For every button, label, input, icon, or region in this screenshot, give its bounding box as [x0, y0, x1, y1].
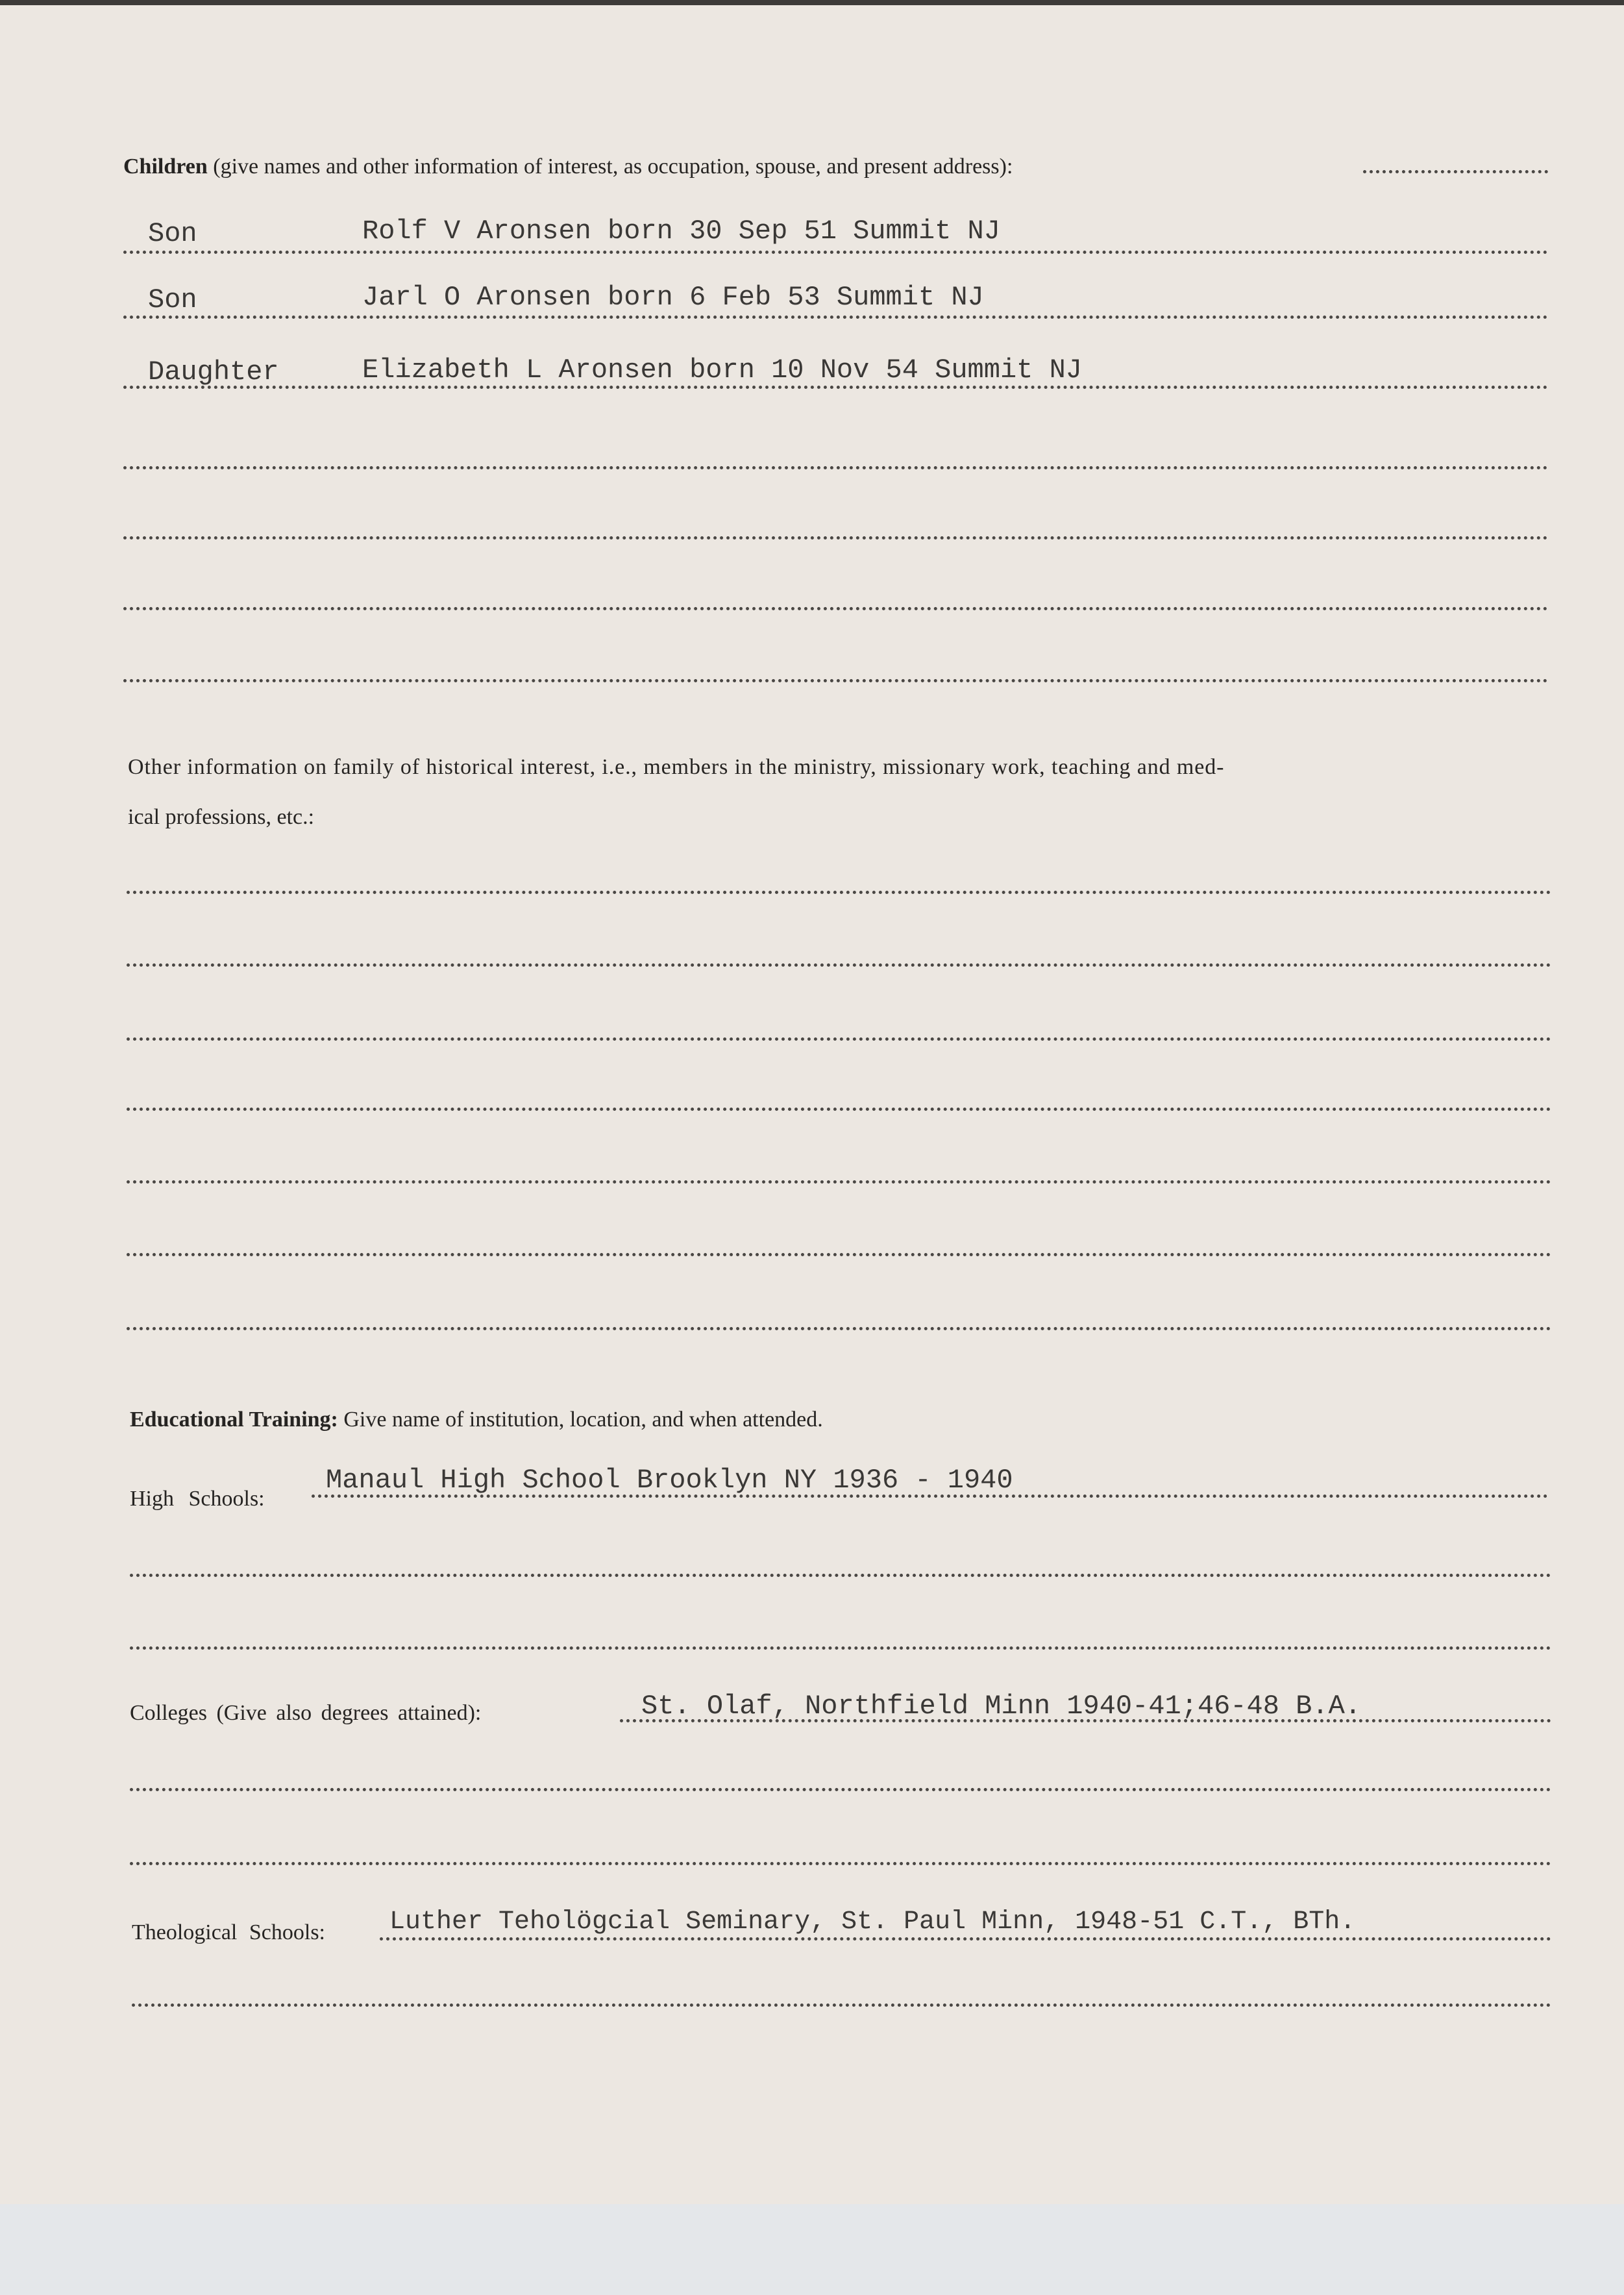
high-schools-blank-line-2: [130, 1646, 1551, 1650]
child-1-relation: Son: [148, 218, 197, 249]
education-heading: [130, 1408, 823, 1432]
other-info-blank-line-3: [127, 1037, 1551, 1041]
child-3-details: Elizabeth L Aronsen born 10 Nov 54 Summit NJ: [362, 354, 1082, 386]
children-blank-line-4: [123, 679, 1548, 682]
children-blank-line-1: [123, 466, 1548, 469]
colleges-value: St. Olaf, Northfield Minn 1940-41;46-48 B.A.: [641, 1691, 1361, 1722]
child-1-dotted-line: [123, 251, 1548, 254]
colleges-blank-line-1: [130, 1788, 1551, 1791]
other-info-blank-line-4: [127, 1108, 1551, 1111]
high-schools-label: High Schools:: [130, 1487, 265, 1511]
other-info-blank-line-5: [127, 1180, 1551, 1184]
other-info-blank-line-2: [127, 963, 1551, 967]
other-info-blank-line-6: [127, 1253, 1551, 1256]
child-2-dotted-line: [123, 316, 1548, 319]
page-top-edge: [0, 0, 1624, 5]
education-heading-bold: Educational Training:: [130, 1408, 338, 1432]
high-schools-blank-line-1: [130, 1574, 1551, 1577]
child-3-relation: Daughter: [148, 356, 279, 388]
other-info-heading-line2: ical professions, etc.:: [128, 805, 315, 829]
child-2-relation: Son: [148, 284, 197, 316]
children-heading: [123, 155, 1013, 179]
other-info-blank-line-1: [127, 891, 1551, 894]
children-heading-dotted-line: [1363, 170, 1548, 173]
theological-schools-blank-line-1: [132, 2003, 1551, 2007]
colleges-label: Colleges (Give also degrees attained):: [130, 1701, 482, 1725]
children-heading-text: (give names and other information of interest, as occupation, spouse, and present address):: [213, 155, 1013, 179]
colleges-dotted-line: [620, 1719, 1551, 1722]
theological-schools-label: Theological Schools:: [132, 1920, 326, 1944]
education-heading-text: Give name of institution, location, and when attended.: [343, 1408, 823, 1432]
high-schools-value: Manaul High School Brooklyn NY 1936 - 1940: [326, 1465, 1013, 1496]
children-blank-line-3: [123, 607, 1548, 610]
child-1-details: Rolf V Aronsen born 30 Sep 51 Summit NJ: [362, 216, 1000, 247]
other-info-heading-line1: Other information on family of historical interest, i.e., members in the ministry, missionary work, teaching and med-: [128, 755, 1225, 779]
children-heading-bold: Children: [123, 155, 208, 179]
children-blank-line-2: [123, 536, 1548, 540]
theological-schools-value: Luther Teholögcial Seminary, St. Paul Minn, 1948-51 C.T., BTh.: [389, 1907, 1356, 1937]
child-3-dotted-line: [123, 386, 1548, 389]
other-info-blank-line-7: [127, 1327, 1551, 1330]
colleges-blank-line-2: [130, 1862, 1551, 1865]
theological-schools-dotted-line: [380, 1937, 1551, 1941]
child-2-details: Jarl O Aronsen born 6 Feb 53 Summit NJ: [362, 282, 984, 313]
high-schools-dotted-line: [312, 1495, 1548, 1498]
